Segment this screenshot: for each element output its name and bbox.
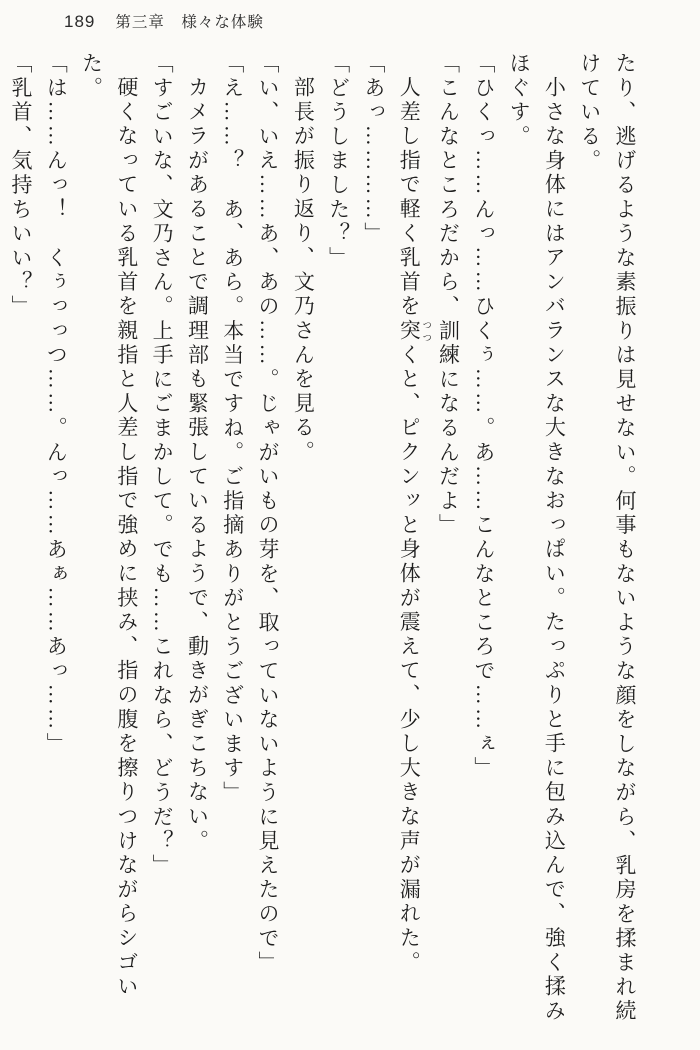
text-line: 「ひくっ……んっ……ひくぅ……。あ……こんなところで……ぇ」 (471, 52, 496, 781)
text-line: たり、逃げるような素振りは見せない。何事もないような顔をしながら、乳房を揉まれ続 (613, 52, 637, 1024)
text-line: 「え……？ あ、あら。本当ですね。ご指摘ありがとうございます」 (220, 52, 245, 806)
text-line: ほぐす。 (507, 52, 532, 150)
page-header (64, 10, 264, 32)
text-line: 小さな身体にはアンバランスな大きなおっぱい。たっぷりと手に包み込んで、強く揉み (542, 76, 567, 1024)
text-line: 硬くなっている乳首を親指と人差し指で強めに挟み、指の腹を擦りつけながらシゴいた。 (79, 52, 139, 1000)
text-line: 人差し指で軽く乳首を突 つつくと、ピクンッと身体が震えて、少し大きな声が漏れた。 (397, 76, 431, 976)
text-line: 「あっ…………」 (361, 52, 386, 247)
text-line: 「どうしました？」 (326, 52, 351, 271)
text-line: 「乳首、気持ちいい？」 (8, 52, 33, 320)
text-line: カメラがあることで調理部も緊張しているようで、動きがぎこちない。 (185, 76, 210, 854)
body-text (8, 52, 642, 1044)
text-line: 「こんなところだから、訓練になるんだよ」 (436, 52, 461, 538)
ruby-annotated-word: 突 つつ (397, 319, 431, 344)
text-line: けている。 (577, 52, 602, 174)
chapter-title: 第三章 様々な体験 (115, 14, 264, 31)
text-line: 「い、いえ……あ、あの……。じゃがいもの芽を、取っていないように見えたので」 (256, 52, 281, 976)
text-line: 部長が振り返り、文乃さんを見る。 (291, 76, 316, 465)
text-line: 「は……んっ！ くぅっっつ……。んっ……あぁ……あっ……」 (44, 52, 69, 757)
page-number: 189 (64, 12, 96, 31)
text-line: 「すごいな、文乃さん。上手にごまかして。でも……これなら、どうだ？」 (150, 52, 175, 879)
